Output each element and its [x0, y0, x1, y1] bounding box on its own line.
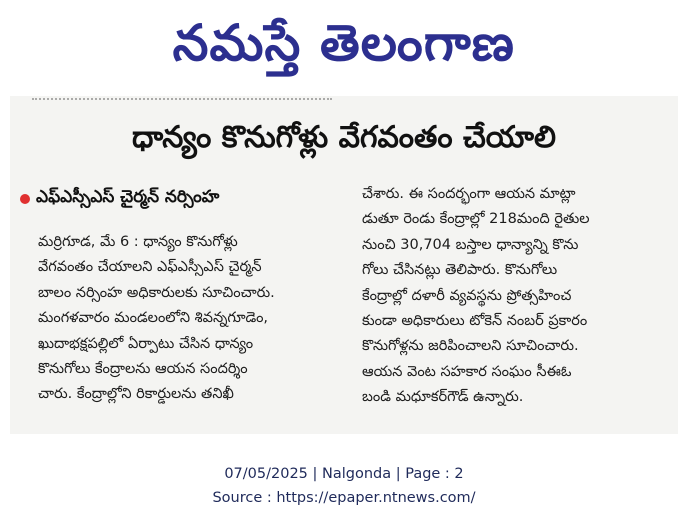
text-line: కొనుగోలు కేంద్రాలను ఆయన సందర్శిం: [38, 360, 248, 377]
article-column-right: [362, 182, 668, 411]
article-clipping: [10, 96, 678, 434]
masthead: [0, 0, 688, 86]
text-line: కేంద్రాల్లో దళారీ వ్యవస్థను ప్రోత్సహించ: [362, 287, 572, 304]
text-line: బండి మధూకర్‌గౌడ్ ఉన్నారు.: [362, 389, 524, 406]
article-column-left: [38, 230, 356, 408]
text-line: కుండా అధికారులు టోకెన్ నంబర్ ప్రకారం: [362, 312, 588, 329]
text-line: వేగవంతం చేయాలని ఎఫ్ఎస్సీఎస్ చైర్మన్: [38, 259, 262, 276]
text-line: చేశారు. ఈ సందర్భంగా ఆయన మాట్లా: [362, 186, 576, 202]
text-line: గోలు చేసినట్లు తెలిపారు. కొనుగోలు: [362, 262, 558, 279]
red-bullet-icon: [20, 194, 30, 204]
text-line: ఖుదాభక్షపల్లిలో ఏర్పాటు చేసిన ధాన్యం: [38, 335, 254, 352]
text-line: మర్రిగూడ, మే 6 : ధాన్యం కొనుగోళ్లు: [38, 234, 238, 250]
source-link[interactable]: Source : https://epaper.ntnews.com/: [212, 490, 476, 506]
text-line: బాలం నర్సింహ అధికారులకు సూచించారు.: [38, 284, 275, 301]
text-line: డుతూ రెండు కేంద్రాల్లో 218మంది రైతుల: [362, 211, 590, 228]
text-line: మంగళవారం మండలంలోని శివన్నగూడెం,: [38, 310, 269, 327]
article-subhead: [20, 186, 360, 212]
newspaper-logo: నమస్తే తెలంగాణ: [172, 14, 516, 72]
edition-info: 07/05/2025 | Nalgonda | Page : 2: [224, 466, 464, 482]
text-line: చారు. కేంద్రాల్లోని రికార్డులను తనిఖీ: [38, 386, 234, 403]
text-line: నుంచి 30,704 బస్తాల ధాన్యాన్ని కొను: [362, 236, 579, 253]
clipping-cut-edge: [32, 98, 332, 104]
text-line: ఆయన వెంట సహకార సంఘం సీఈఓ: [362, 363, 572, 380]
article-headline: ధాన్యం కొనుగోళ్లు వేగవంతం చేయాలి: [131, 120, 556, 155]
subhead-text: ఎఫ్ఎస్సీఎస్ చైర్మన్ నర్సింహ: [36, 187, 220, 207]
text-line: కొనుగోళ్లను జరిపించాలని సూచించారు.: [362, 338, 579, 355]
